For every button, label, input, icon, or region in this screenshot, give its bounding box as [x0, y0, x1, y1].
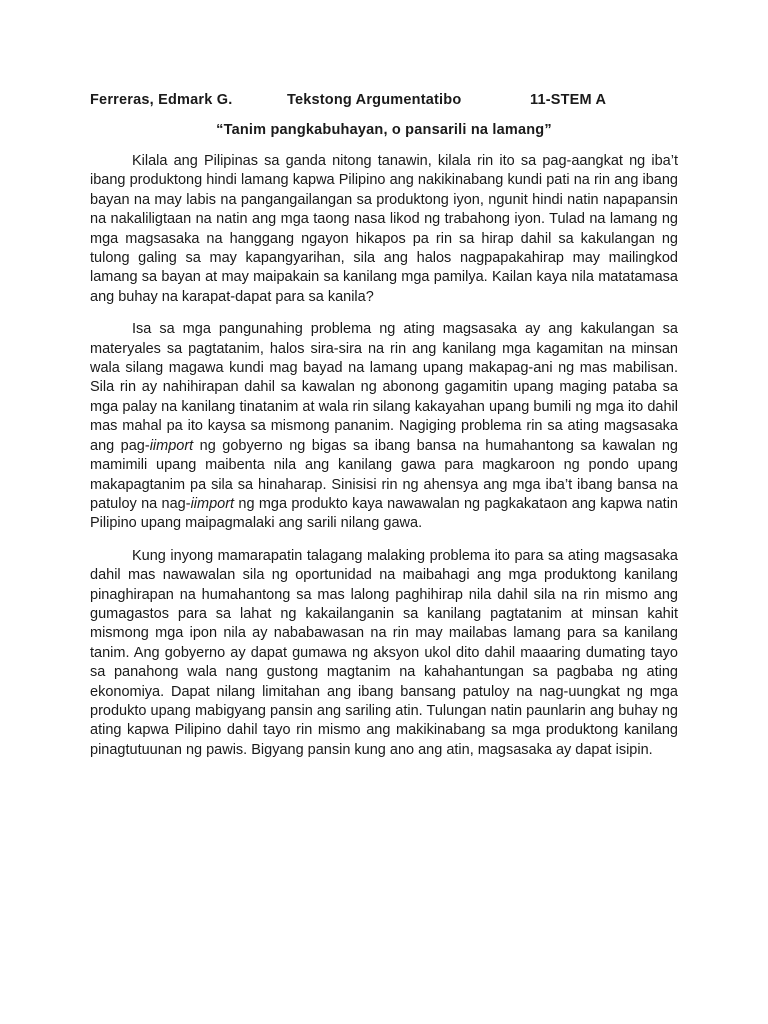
paragraph-2-text-a: Isa sa mga pangunahing problema ng ating magsasaka ay ang kakulangan sa materyales sa pagtatanim, halos sira-sira na rin ang kanilang mga kagamitan na minsan wala silang magawa kundi mag bayad na lamang upang makapag-ani ng mas mabilisan. Sila rin ay nahihirapan dahil sa kawalan ng abonong gagamitin upang maging pataba sa mga palay na kanilang tinatanim at wala rin silang kakayahan upang bumili ng mga ito dahil mas mahal pa ito kaysa sa mismong pananim. Nagiging problema rin sa ating magsasaka ang pag-: [90, 321, 678, 454]
essay-body: [90, 152, 678, 773]
italic-term-iimport: iimport: [149, 437, 194, 454]
section-label: 11-STEM A: [530, 92, 607, 108]
author-name: Ferreras, Edmark G.: [90, 92, 233, 108]
text-type-label: Tekstong Argumentatibo: [287, 92, 462, 108]
paragraph-2: [90, 320, 678, 533]
essay-title: “Tanim pangkabuhayan, o pansarili na lamang”: [216, 122, 552, 138]
paragraph-2-text-c: ng mga produkto kaya nawawalan ng pagkakataon ang kapwa natin Pilipino upang maipagmalaki ang sarili nilang gawa.: [90, 495, 678, 532]
paragraph-1: Kilala ang Pilipinas sa ganda nitong tanawin, kilala rin ito sa pag-aangkat ng iba’t ibang produktong hindi lamang kapwa Pilipino ang nakikinabang kundi pati na rin ang ibang bayan na may labis na pangangailangan sa produktong iyon, ngunit hindi natin napapansin na nakaliligtaan na natin ang mga taong nasa likod ng trabahong iyon. Tulad na lamang ng mga magsasaka na hanggang ngayon hikapos pa rin sa hirap dahil sa kakulangan ng tulong galing sa may kapangyarihan, sila ang halos nagpapakahirap may mailingkod lamang sa bayan at may maipakain sa kanilang mga pamilya. Kailan kaya nila matatamasa ang buhay na karapat-dapat para sa kanila?: [90, 153, 678, 305]
italic-term-iimport: iimport: [190, 495, 235, 512]
document-header: [90, 92, 690, 114]
paragraph-3: Kung inyong mamarapatin talagang malaking problema ito para sa ating magsasaka dahil mas nawawalan sila ng oportunidad na maibahagi ang mga produktong kanilang pinaghirapan na humahantong sa mas lalong paghihirap nila dahil sila na rin mismo ang gumagastos para sa lahat ng kakailanganin sa kanilang pagtatanim at minsan kahit mismong mga ipon nila ay nababawasan na rin may mailabas lamang para sa kanilang tanim. Ang gobyerno ay dapat gumawa ng aksyon ukol dito dahil maaaring dumating tayo sa panahong wala nang gustong magtanim na kahahantungan sa pagbaba ng ating ekonomiya. Dapat nilang limitahan ang ibang bansang patuloy na nag-uungkat ng mga produkto upang mabigyang pansin ang sariling atin. Tulungan natin paunlarin ang buhay ng ating kapwa Pilipino dahil tayo rin mismo ang makikinabang sa mga produktong kanilang pinagtutuunan ng pawis. Bigyang pansin kung ano ang atin, magsasaka ay dapat isipin.: [90, 547, 678, 758]
paragraph-2-text-b: ng gobyerno ng bigas sa ibang bansa na humahantong sa kawalan ng mamimili upang maibenta nila ang kanilang gawa para magkaroon ng pondo upang makapagtanim pa sila sa hinaharap. Sinisisi rin ng ahensya ang mga iba’t ibang bansa na patuloy na nag-: [90, 437, 678, 512]
